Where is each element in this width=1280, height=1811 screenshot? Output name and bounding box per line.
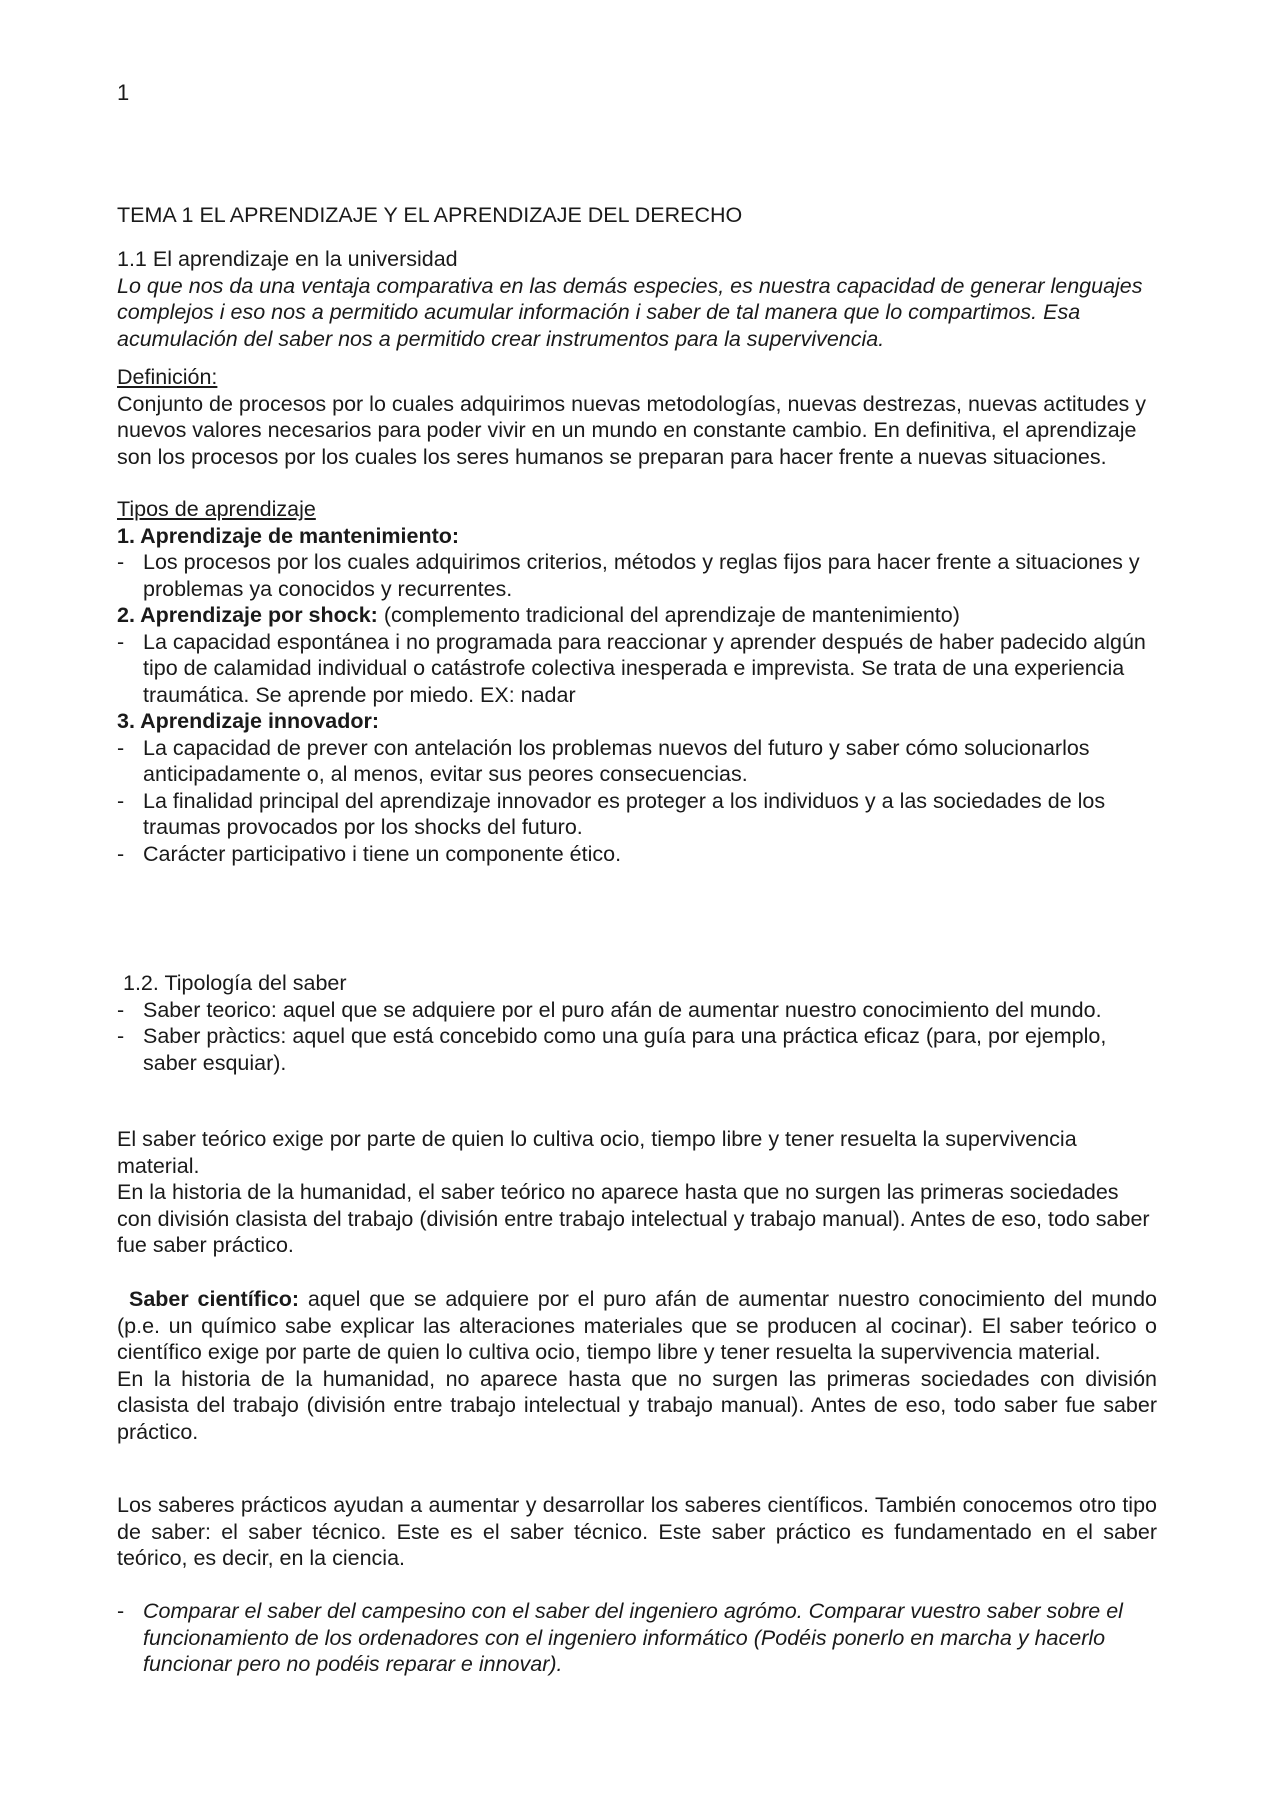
list-item: - Saber pràctics: aquel que está concebido como una guía para una práctica eficaz (para, por ejemplo, saber esquiar). (117, 1024, 1107, 1075)
section-1-2 (117, 970, 1157, 1076)
definition-label: Definición: (117, 365, 218, 389)
example-section (117, 1598, 1157, 1678)
scientific-label: Saber científico: (129, 1287, 300, 1311)
section-heading: 1.1 El aprendizaje en la universidad (117, 247, 458, 271)
list-item: - Comparar el saber del campesino con el saber del ingeniero agrómo. Comparar vuestro saber sobre el funcionamiento de los ordenadores con el ingeniero informático (Podéis ponerlo en marcha y hacerlo funcionar pero no podéis reparar e innovar). (117, 1599, 1123, 1676)
learning-types-section (117, 496, 1157, 867)
paragraph: El saber teórico exige por parte de quien lo cultiva ocio, tiempo libre y tener resuelta la supervivencia material. (117, 1127, 1077, 1178)
theoretical-knowledge-paragraphs (117, 1126, 1157, 1259)
scientific-paragraph: Saber científico: aquel que se adquiere por el puro afán de aumentar nuestro conocimiento del mundo (p.e. un químico sabe explicar las alteraciones materiales que se producen al cocinar). El saber teórico o científico exige por parte de quien lo cultiva ocio, tiempo libre y tener resuelta la supervivencia material. (117, 1287, 1158, 1364)
definition-section (117, 364, 1157, 470)
list-item: - Carácter participativo i tiene un componente ético. (117, 841, 622, 866)
type-3-title: 3. Aprendizaje innovador: (117, 709, 380, 733)
paragraph: En la historia de la humanidad, no aparece hasta que no surgen las primeras sociedades con división clasista del trabajo (división entre trabajo intelectual y trabajo manual). Antes de eso, todo saber fue saber práctico. (117, 1366, 1157, 1444)
dash-bullet: - (117, 1599, 125, 1623)
dash-bullet: - (117, 629, 125, 654)
list-item: - La capacidad espontánea i no programada para reaccionar y aprender después de haber padecido algún tipo de calamidad individual o catástrofe colectiva inesperada e imprevista. Se trata de una experiencia traumática. Se aprende por miedo. EX: nadar (117, 629, 1146, 707)
intro-paragraph: Lo que nos da una ventaja comparativa en las demás especies, es nuestra capacidad de generar lenguajes complejos i eso nos a permitido acumular información i saber de tal manera que lo compartimos. Esa acumulación del saber nos a permitido crear instrumentos para la supervivencia. (117, 273, 1143, 351)
paragraph: Los saberes prácticos ayudan a aumentar y desarrollar los saberes científicos. También conocemos otro tipo de saber: el saber técnico. Este es el saber técnico. Este saber práctico es fundamentado en el saber teórico, es decir, en la ciencia. (117, 1493, 1157, 1570)
definition-text: Conjunto de procesos por lo cuales adquirimos nuevas metodologías, nuevas destrezas, nuevas actitudes y nuevos valores necesarios para poder vivir en un mundo en constante cambio. En definitiva, el aprendizaje son los procesos por los cuales los seres humanos se preparan para hacer frente a nuevas situaciones. (117, 391, 1147, 469)
section-1-1 (117, 246, 1157, 352)
dash-bullet: - (117, 841, 125, 866)
list-item: - Los procesos por los cuales adquirimos criterios, métodos y reglas fijos para hacer frente a situaciones y problemas ya conocidos y recurrentes. (117, 550, 1140, 601)
list-item: - Saber teorico: aquel que se adquiere por el puro afán de aumentar nuestro conocimiento del mundo. (117, 997, 1102, 1022)
type-1-title: 1. Aprendizaje de mantenimiento: (117, 523, 460, 548)
scientific-knowledge-section (117, 1286, 1157, 1445)
list-item: - La capacidad de prever con antelación los problemas nuevos del futuro y saber cómo solucionarlos anticipadamente o, al menos, evitar sus peores consecuencias. (117, 735, 1090, 786)
list-item: - La finalidad principal del aprendizaje innovador es proteger a los individuos y a las sociedades de los traumas provocados por los shocks del futuro. (117, 788, 1106, 839)
document-title: TEMA 1 EL APRENDIZAJE Y EL APRENDIZAJE DEL DERECHO (117, 203, 743, 227)
page-number: 1 (117, 80, 130, 105)
practical-knowledge-paragraph (117, 1492, 1157, 1572)
dash-bullet: - (117, 997, 125, 1022)
dash-bullet: - (117, 735, 125, 760)
learning-types-label: Tipos de aprendizaje (117, 497, 316, 521)
document-title-block (117, 202, 1157, 229)
paragraph: En la historia de la humanidad, el saber teórico no aparece hasta que no surgen las primeras sociedades con división clasista del trabajo (división entre trabajo intelectual y trabajo manual). Antes de eso, todo saber fue saber práctico. (117, 1180, 1150, 1257)
dash-bullet: - (117, 550, 125, 574)
dash-bullet: - (117, 788, 125, 813)
type-2-title: 2. Aprendizaje por shock: (complemento tradicional del aprendizaje de mantenimiento) (117, 603, 960, 627)
section-heading: 1.2. Tipología del saber (123, 971, 347, 995)
dash-bullet: - (117, 1024, 125, 1048)
